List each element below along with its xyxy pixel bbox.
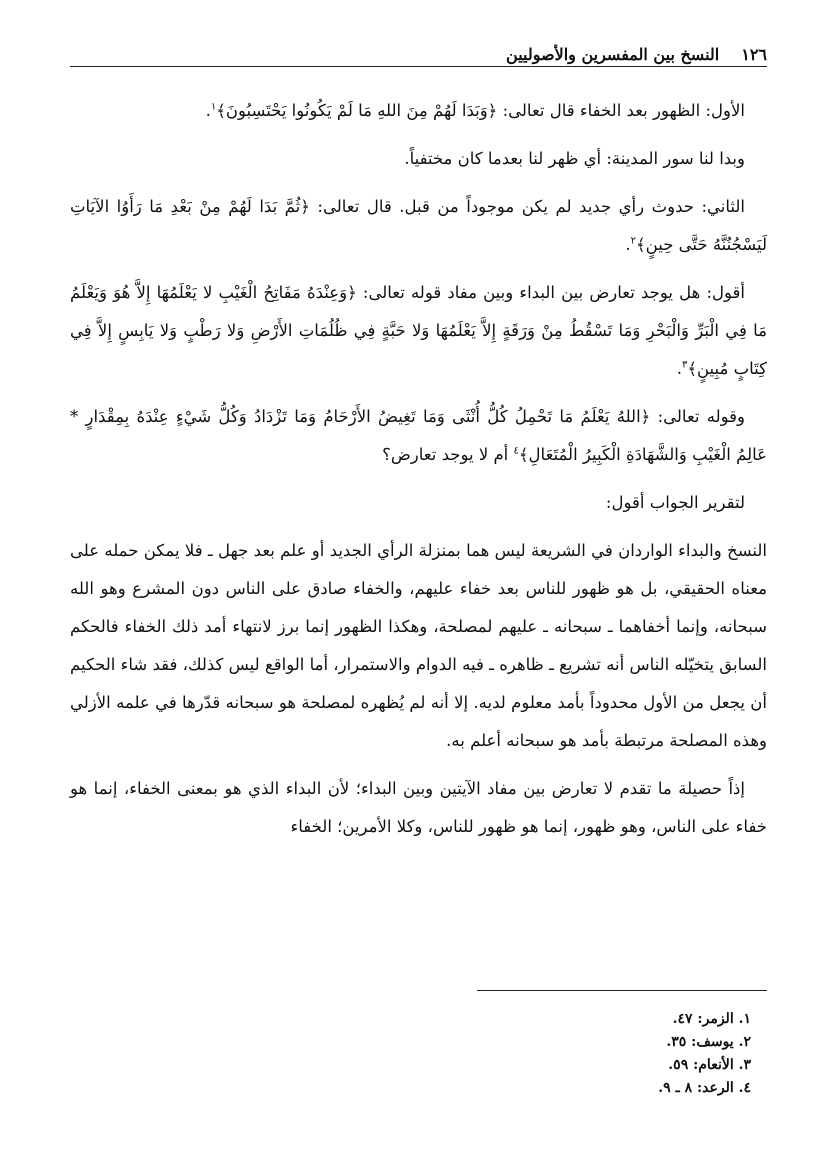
header-divider xyxy=(70,66,767,67)
paragraph xyxy=(70,398,767,474)
footnote: ١. الزمر: ٤٧. xyxy=(672,1011,751,1027)
paragraph-tail: أم لا يوجد تعارض؟ xyxy=(382,445,514,464)
footnote: ٢. يوسف: ٣٥. xyxy=(666,1034,751,1050)
paragraph-text: الثاني: حدوث رأي جديد لم يكن موجوداً من قبل. قال تعالى: ﴿ثُمَّ بَدَا لَهُمْ مِنْ بَعْدِ مَا رَأَوُا الآيَاتِ لَيَسْجُنُنَّهُ حَتَّى حِينٍ﴾ xyxy=(70,197,767,254)
page-number: ١٢٦ xyxy=(741,45,767,64)
page-header xyxy=(70,36,767,64)
paragraph-text: وبدا لنا سور المدينة: أي ظهر لنا بعدما كان مختفياً. xyxy=(404,149,745,168)
paragraph xyxy=(70,484,767,522)
body-text xyxy=(70,92,767,856)
paragraph-text: أقول: هل يوجد تعارض بين البداء وبين مفاد قوله تعالى: ﴿وَعِنْدَهُ مَفَاتِحُ الْغَيْبِ لا يَعْلَمُهَا إِلاَّ هُوَ وَيَعْلَمُ مَا فِي الْبَرِّ وَالْبَحْرِ وَمَا تَسْقُطُ مِنْ وَرَقَةٍ إِلاَّ يَعْلَمُهَا وَلا حَبَّةٍ فِي ظُلُمَاتِ الأَرْضِ وَلا رَطْبٍ وَلا يَابِسٍ إِلاَّ فِي كِتَابٍ مُبِينٍ﴾ xyxy=(70,283,767,378)
footnote-ref: ٤ xyxy=(513,445,519,457)
footnote: ٤. الرعد: ٨ ـ ٩. xyxy=(658,1080,751,1096)
paragraph-text: لتقرير الجواب أقول: xyxy=(605,493,745,512)
paragraph xyxy=(70,532,767,760)
paragraph: الأول: الظهور بعد الخفاء قال تعالى: ﴿وَبَدَا لَهُمْ مِنَ اللهِ مَا لَمْ يَكُونُوا يَحْتَسِبُونَ﴾$^١$. xyxy=(205,101,745,120)
footnote-ref: ٣ xyxy=(681,359,688,371)
footnote: ٣. الأنعام: ٥٩. xyxy=(668,1057,751,1073)
paragraph-text: إذاً حصيلة ما تقدم لا تعارض بين مفاد الآيتين وبين البداء؛ لأن البداء الذي هو بمعنى الخفاء، إنما هو خفاء على الناس، وهو ظهور، إنما هو ظهور للناس، وكلا الأمرين؛ الخفاء xyxy=(70,779,767,836)
footnote-ref: ١ xyxy=(210,101,217,113)
paragraph xyxy=(70,770,767,846)
paragraph: أقول: هل يوجد تعارض بين البداء وبين مفاد قوله تعالى: ﴿وَعِنْدَهُ مَفَاتِحُ الْغَيْبِ لا يَعْلَمُهَا إِلاَّ هُوَ وَيَعْلَمُ مَا فِي الْبَرِّ وَالْبَحْرِ وَمَا تَسْقُطُ مِنْ وَرَقَةٍ إِلاَّ يَعْلَمُهَا وَلا حَبَّةٍ فِي ظُلُمَاتِ الأَرْضِ وَلا رَطْبٍ وَلا يَابِسٍ إِلاَّ فِي كِتَابٍ مُبِينٍ﴾$^٣$. xyxy=(70,283,767,378)
paragraph xyxy=(70,140,767,178)
footnotes xyxy=(451,1008,751,1100)
footnote-divider xyxy=(477,990,767,991)
footnote-ref: ٢ xyxy=(630,235,636,247)
paragraph-text: وقوله تعالى: ﴿اللهُ يَعْلَمُ مَا تَحْمِلُ كُلُّ أُنْثَى وَمَا تَغِيضُ الأَرْحَامُ وَمَا تَزْدَادُ وَكُلُّ شَيْءٍ عِنْدَهُ بِمِقْدَارٍ * عَالِمُ الْغَيْبِ وَالشَّهَادَةِ الْكَبِيرُ الْمُتَعَالِ﴾ xyxy=(70,407,767,464)
running-title: النسخ بين المفسرين والأصوليين xyxy=(506,45,720,64)
paragraph-text: الأول: الظهور بعد الخفاء قال تعالى: ﴿وَبَدَا لَهُمْ مِنَ اللهِ مَا لَمْ يَكُونُوا يَحْتَسِبُونَ﴾ xyxy=(216,101,745,120)
paragraph: الثاني: حدوث رأي جديد لم يكن موجوداً من قبل. قال تعالى: ﴿ثُمَّ بَدَا لَهُمْ مِنْ بَعْدِ مَا رَأَوُا الآيَاتِ لَيَسْجُنُنَّهُ حَتَّى حِينٍ﴾$^٢$. xyxy=(70,197,767,254)
paragraph-text: النسخ والبداء الواردان في الشريعة ليس هما بمنزلة الرأي الجديد أو علم بعد جهل ـ فلا يمكن حمله على معناه الحقيقي، بل هو ظهور للناس بعد خفاء عليهم، والخفاء صادق على الناس دون المشرع وهو الله سبحانه، وإنما أخفاهما ـ سبحانه ـ عليهم لمصلحة، وهكذا الظهور إنما برز لانتهاء أمد ذلك الخفاء فالحكم السابق يتخيّله الناس أنه تشريع ـ ظاهره ـ فيه الدوام والاستمرار، أما الواقع ليس كذلك، فقد شاء الحكيم أن يجعل من الأول محدوداً بأمد معلوم لديه. إلا أنه لم يُظهره لمصلحة هو سبحانه قدّرها في علمه الأزلي وهذه المصلحة مرتبطة بأمد هو سبحانه أعلم به. xyxy=(70,541,767,750)
